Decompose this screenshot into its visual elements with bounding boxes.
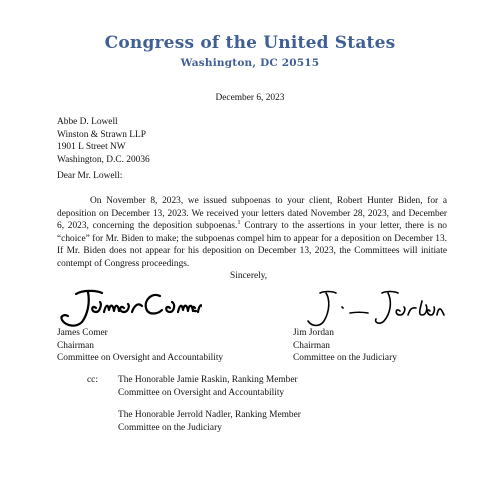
signatory-role: Chairman bbox=[57, 340, 94, 351]
cc-label: cc: bbox=[87, 375, 98, 385]
signatory-committee: Committee on the Judiciary bbox=[293, 353, 397, 364]
cc-line: Committee on Oversight and Accountability bbox=[118, 387, 285, 398]
body-text-part1: On November 8, 2023, we issued subpoenas to your client, Robert Hunter Biden, for a deposition on December 13, 2023. We received your letters dated November 28, 2023, and December 6, 2023, concerning the deposition subpoenas. bbox=[57, 196, 447, 232]
recipient-firm: Winston & Strawn LLP bbox=[57, 129, 146, 140]
body-paragraph bbox=[57, 195, 447, 271]
letterhead-title: Congress of the United States bbox=[104, 33, 396, 53]
signature-jordan bbox=[296, 289, 446, 331]
signatory-committee: Committee on Oversight and Accountability bbox=[57, 353, 224, 364]
recipient-address bbox=[57, 116, 150, 166]
cc-line: The Honorable Jamie Raskin, Ranking Member bbox=[118, 375, 298, 385]
body-text-part2: Contrary to the assertions in your letter, there is no “choice” for Mr. Biden to make; the subpoenas compel him to appear for a deposition on December 13. If Mr. Biden does not appear for his deposition on December 13, 2023, the Committees will initiate contempt of Congress proceedings. bbox=[57, 221, 447, 269]
cc-line: The Honorable Jerrold Nadler, Ranking Member bbox=[118, 410, 301, 420]
signatory-left bbox=[57, 327, 223, 365]
letterhead-subtitle: Washington, DC 20515 bbox=[180, 57, 320, 69]
signature-comer bbox=[52, 286, 202, 328]
recipient-city: Washington, D.C. 20036 bbox=[57, 154, 150, 165]
closing: Sincerely, bbox=[230, 271, 268, 281]
letter-date: December 6, 2023 bbox=[215, 93, 285, 103]
cc-recipient bbox=[118, 409, 301, 434]
cc-line: Committee on the Judiciary bbox=[118, 422, 222, 433]
signatory-role: Chairman bbox=[293, 340, 330, 351]
recipient-name: Abbe D. Lowell bbox=[57, 117, 118, 127]
cc-recipient bbox=[118, 374, 298, 399]
salutation: Dear Mr. Lowell: bbox=[57, 171, 123, 181]
letter-body bbox=[57, 195, 447, 271]
footnote-marker: 1 bbox=[237, 219, 241, 227]
signatory-name: Jim Jordan bbox=[293, 328, 334, 338]
recipient-street: 1901 L Street NW bbox=[57, 142, 126, 153]
signatory-right bbox=[293, 327, 397, 365]
signatory-name: James Comer bbox=[57, 328, 108, 338]
